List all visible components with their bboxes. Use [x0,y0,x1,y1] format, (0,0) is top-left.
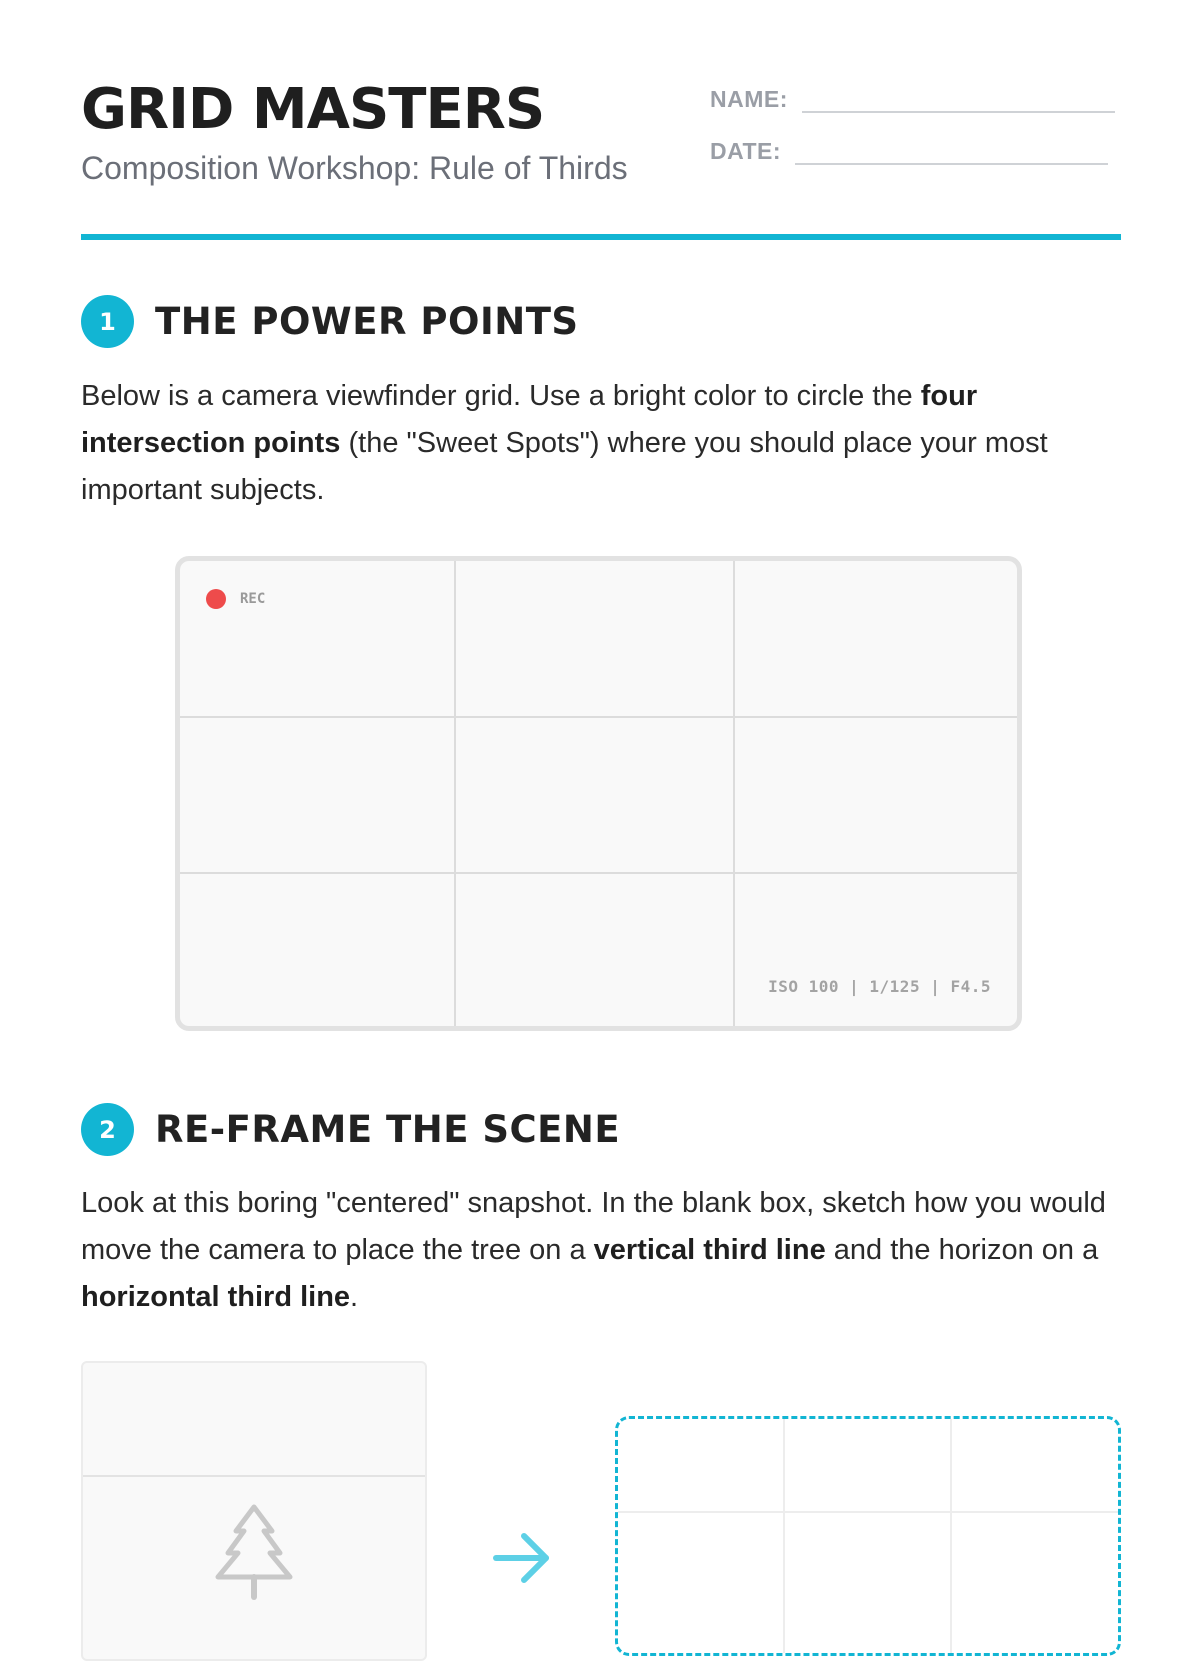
rec-label: REC [240,591,266,607]
section-1-title: THE POWER POINTS [155,300,579,343]
name-field[interactable] [710,86,1115,113]
record-dot-icon [206,589,226,609]
header-divider [81,234,1121,240]
grid-line-vertical-2 [733,561,735,1026]
exposure-readout: ISO 100 | 1/125 | F4.5 [768,977,991,996]
sketch-grid-horizontal-1 [618,1511,1118,1513]
name-line[interactable] [802,110,1115,113]
brand-title: GRID MASTERS [81,77,545,142]
section-2-title: RE-FRAME THE SCENE [155,1108,621,1151]
grid-line-horizontal-1 [180,716,1017,718]
viewfinder-grid[interactable] [175,556,1022,1031]
date-label: DATE: [710,138,782,164]
section-2-heading [81,1103,620,1156]
section-1-badge: 1 [81,295,134,348]
section-1-instructions: Below is a camera viewfinder grid. Use a bright color to circle the four intersection points (the "Sweet Spots") where you should place your most important subjects. [81,380,1048,506]
worksheet-subtitle: Composition Workshop: Rule of Thirds [81,150,628,186]
sketch-box[interactable] [615,1416,1121,1656]
centered-snapshot [81,1361,427,1661]
sketch-grid-vertical-2 [950,1419,952,1653]
snapshot-horizon-line [83,1475,425,1477]
name-label: NAME: [710,86,788,112]
section-2-instructions: Look at this boring "centered" snapshot. In the blank box, sketch how you would move the camera to place the tree on a vertical third line and the horizon on a horizontal third line. [81,1187,1106,1313]
grid-line-horizontal-2 [180,872,1017,874]
section-2-badge: 2 [81,1103,134,1156]
sketch-grid-vertical-1 [783,1419,785,1653]
arrow-right-icon [492,1528,552,1588]
grid-line-vertical-1 [454,561,456,1026]
date-field[interactable] [710,138,1108,165]
rec-indicator [206,589,265,609]
tree-icon [210,1501,298,1601]
section-1-heading [81,295,579,348]
worksheet-page [81,0,1121,1600]
date-line[interactable] [795,162,1108,165]
